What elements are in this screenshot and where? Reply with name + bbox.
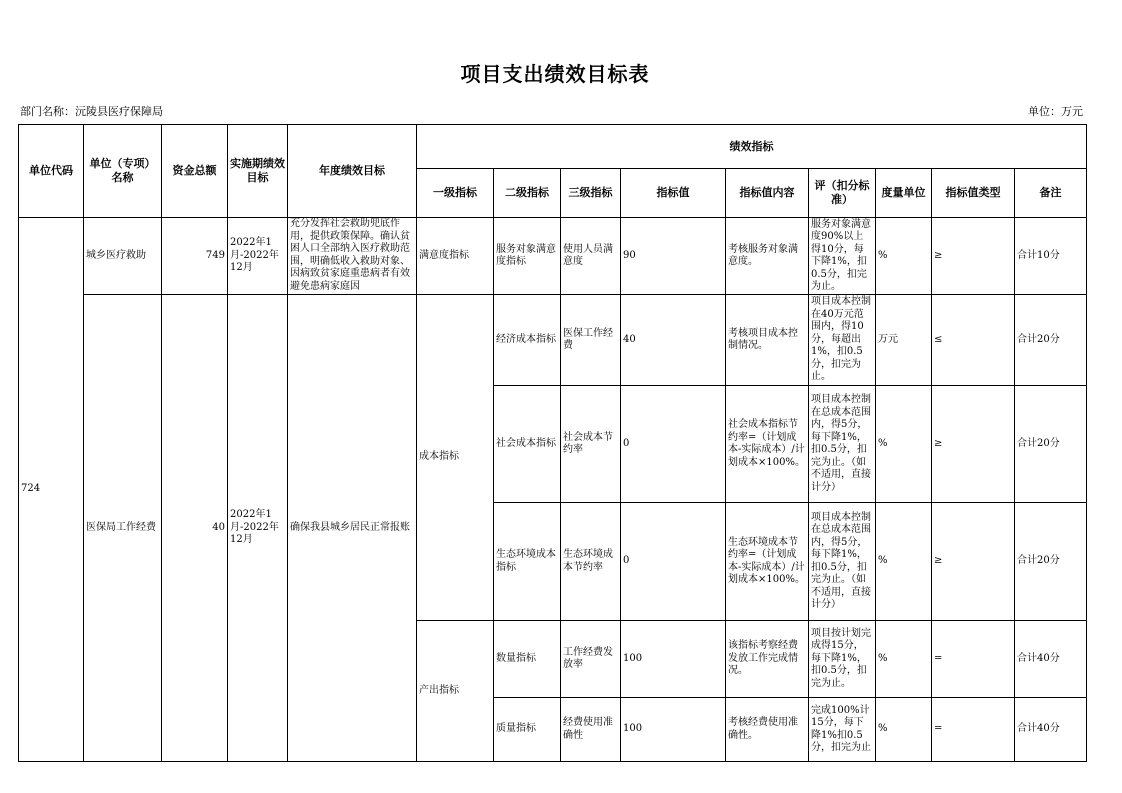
header-scoring: 评（扣分标准） — [809, 169, 876, 218]
remark: 合计20分 — [1015, 503, 1087, 621]
header-level2: 二级指标 — [494, 169, 561, 218]
remark: 合计20分 — [1015, 295, 1087, 386]
measure-unit: % — [876, 698, 932, 762]
level1-indicator-cost: 成本指标 — [417, 295, 494, 621]
header-period-goal: 实施期绩效目标 — [228, 125, 288, 218]
scoring-standard: 项目成本控制在总成本范围内，得5分，每下降1%，扣0.5分，扣完为止。（如不适用，直接计分） — [809, 386, 876, 503]
level2-indicator: 质量指标 — [494, 698, 561, 762]
annual-goal: 确保我县城乡居民正常报账 — [288, 295, 417, 762]
header-row-1 — [19, 125, 1087, 169]
remark: 合计20分 — [1015, 386, 1087, 503]
annual-goal-text: 充分发挥社会救助兜底作用，提供政策保障。确认贫困人口全部纳入医疗救助范围，明确低收入救助对象、因病致贫家庭重患病者有效避免患病家庭因 — [290, 218, 410, 292]
remark: 合计40分 — [1015, 698, 1087, 762]
indicator-content: 该指标考察经费发放工作完成情况。 — [726, 621, 809, 698]
level3-indicator: 使用人员满意度 — [561, 218, 621, 295]
table-row — [19, 218, 1087, 295]
indicator-content: 考核项目成本控制情况。 — [726, 295, 809, 386]
measure-unit: % — [876, 621, 932, 698]
scoring-standard: 项目按计划完成得15分，每下降1%，扣0.5分，扣完为止。 — [809, 621, 876, 698]
level2-indicator: 经济成本指标 — [494, 295, 561, 386]
scoring-standard: 完成100%计15分，每下降1%扣0.5分，扣完为止 — [809, 698, 876, 762]
project-period: 2022年1月-2022年12月 — [228, 218, 288, 295]
performance-table — [18, 124, 1087, 762]
header-measure-unit: 度量单位 — [876, 169, 932, 218]
indicator-value: 0 — [621, 503, 726, 621]
project-name: 城乡医疗救助 — [84, 218, 162, 295]
level1-indicator: 满意度指标 — [417, 218, 494, 295]
header-level3: 三级指标 — [561, 169, 621, 218]
indicator-value: 100 — [621, 698, 726, 762]
header-performance-indicators: 绩效指标 — [417, 125, 1087, 169]
measure-unit: % — [876, 503, 932, 621]
project-amount: 749 — [162, 218, 228, 295]
table-row — [19, 295, 1087, 386]
header-code: 单位代码 — [19, 125, 84, 218]
header-annual-goal: 年度绩效目标 — [288, 125, 417, 218]
unit-code: 724 — [19, 218, 84, 762]
project-name: 医保局工作经费 — [84, 295, 162, 762]
scoring-standard: 项目成本控制在总成本范围内，得5分，每下降1%，扣0.5分，扣完为止。（如不适用，直接计分） — [809, 503, 876, 621]
level2-indicator: 社会成本指标 — [494, 386, 561, 503]
annual-goal — [288, 218, 417, 295]
value-type: = — [932, 621, 1015, 698]
indicator-content: 生态环境成本节约率=（计划成本-实际成本）/计划成本×100%。 — [726, 503, 809, 621]
value-type: ≥ — [932, 386, 1015, 503]
scoring-standard: 项目成本控制在40万元范围内，得10分，每超出1%，扣0.5分，扣完为止。 — [809, 295, 876, 386]
header-total-funds: 资金总额 — [162, 125, 228, 218]
header-value-type: 指标值类型 — [932, 169, 1015, 218]
measure-unit: % — [876, 218, 932, 295]
level1-indicator-output: 产出指标 — [417, 621, 494, 762]
indicator-value: 90 — [621, 218, 726, 295]
header-value: 指标值 — [621, 169, 726, 218]
header-unit-name: 单位（专项）名称 — [84, 125, 162, 218]
page-title: 项目支出绩效目标表 — [460, 62, 650, 86]
remark: 合计10分 — [1015, 218, 1087, 295]
indicator-value: 0 — [621, 386, 726, 503]
project-amount: 40 — [162, 295, 228, 762]
level2-indicator: 数量指标 — [494, 621, 561, 698]
project-period: 2022年1月-2022年12月 — [228, 295, 288, 762]
level2-indicator: 生态环境成本指标 — [494, 503, 561, 621]
level3-indicator: 医保工作经费 — [561, 295, 621, 386]
level3-indicator: 工作经费发放率 — [561, 621, 621, 698]
value-type: ≤ — [932, 295, 1015, 386]
indicator-value: 100 — [621, 621, 726, 698]
measure-unit: 万元 — [876, 295, 932, 386]
indicator-content: 考核经费使用准确性。 — [726, 698, 809, 762]
remark: 合计40分 — [1015, 621, 1087, 698]
value-type: = — [932, 698, 1015, 762]
header-level1: 一级指标 — [417, 169, 494, 218]
level3-indicator: 经费使用准确性 — [561, 698, 621, 762]
value-type: ≥ — [932, 503, 1015, 621]
currency-unit: 单位：万元 — [1028, 105, 1083, 118]
level2-indicator: 服务对象满意度指标 — [494, 218, 561, 295]
indicator-content: 社会成本指标节约率=（计划成本-实际成本）/计划成本×100%。 — [726, 386, 809, 503]
value-type: ≥ — [932, 218, 1015, 295]
header-content: 指标值内容 — [726, 169, 809, 218]
level3-indicator: 生态环境成本节约率 — [561, 503, 621, 621]
indicator-content: 考核服务对象满意度。 — [726, 218, 809, 295]
header-remark: 备注 — [1015, 169, 1087, 218]
measure-unit: % — [876, 386, 932, 503]
level3-indicator: 社会成本节约率 — [561, 386, 621, 503]
scoring-standard: 服务对象满意度90%以上得10分，每下降1%，扣0.5分，扣完为止。 — [809, 218, 876, 295]
indicator-value: 40 — [621, 295, 726, 386]
department-name: 部门名称：沅陵县医疗保障局 — [20, 105, 163, 118]
